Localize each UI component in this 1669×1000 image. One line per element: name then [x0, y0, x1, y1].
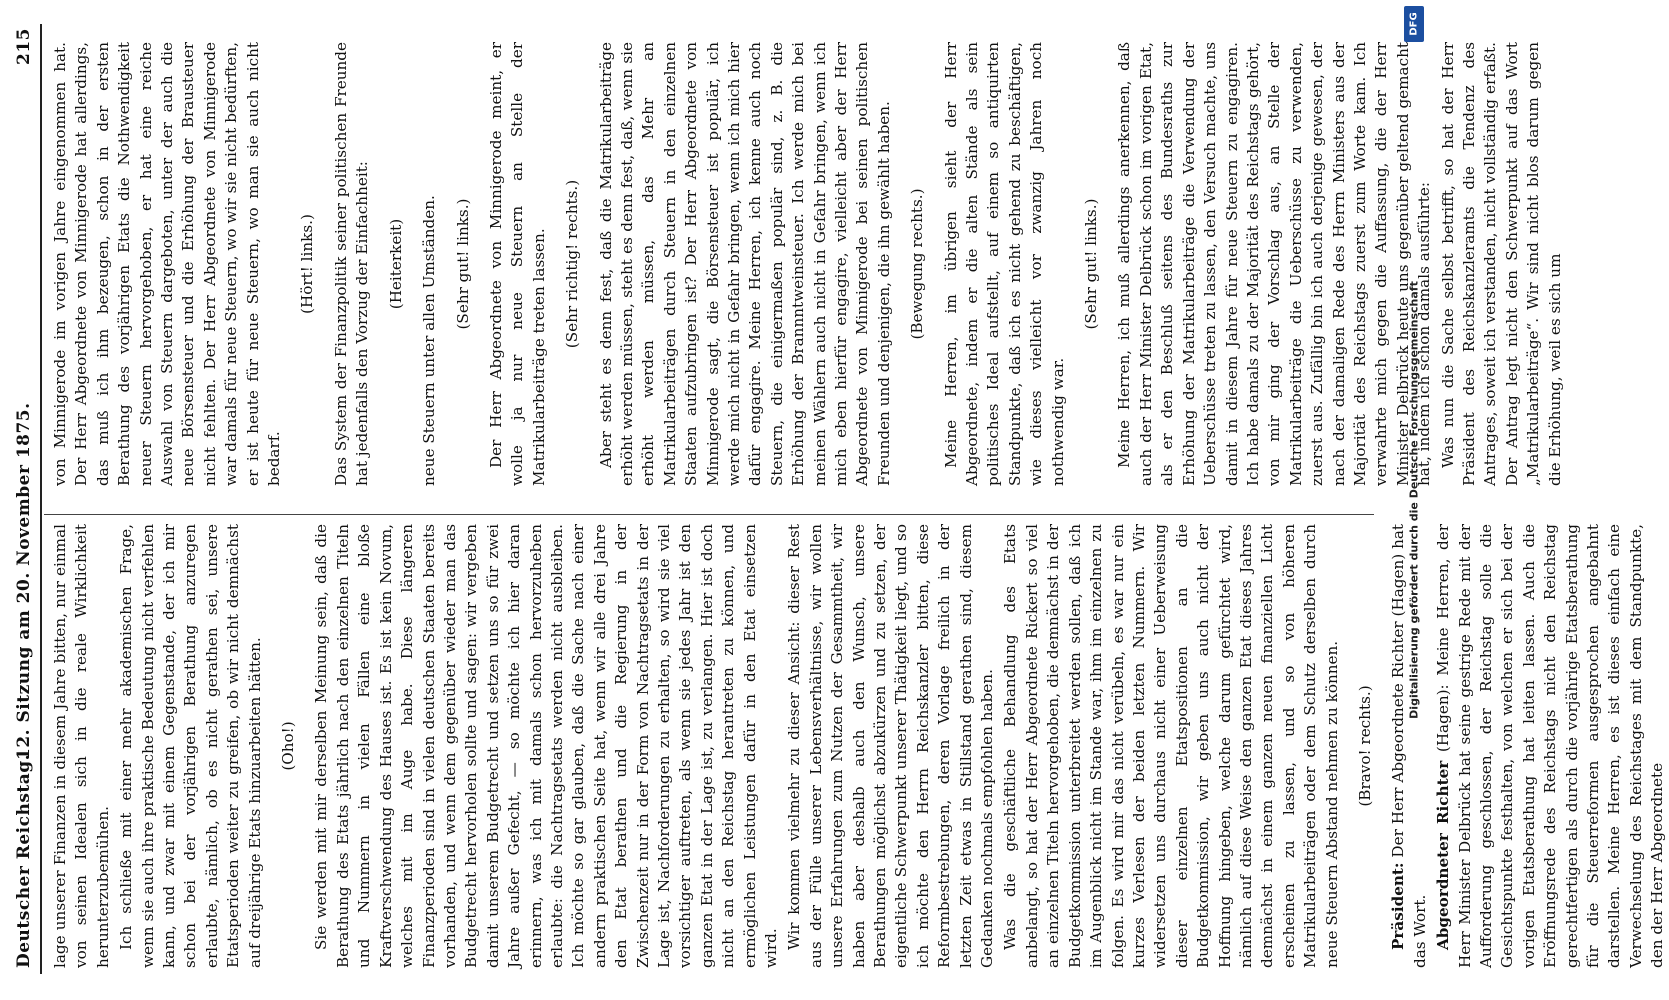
speech-text: Der Herr Abgeordnete Richter (Hagen) hat das Wort.	[1389, 523, 1429, 968]
interjection: (Sehr richtig! rechts.)	[563, 179, 582, 349]
body-paragraph: von Minnigerode im vorigen Jahre eingenommen hat. Der Herr Abgeordnete von Minnigerode hat allerdings, das muß ich ihm bezeugen, schon in der ersten Berathung des vorjährigen Etats die Nothwendigkeit neuer Steuern hervorgehoben, er hat eine reiche Auswahl von Steuern dargeboten, unter der auch die neue Börsensteuer und die Erhöhung der Brausteuer nicht fehlten. Der Herr Abgeordnete von Minnigerode war damals für neue Steuern, wo wir sie nicht bedürften, er ist heute für neue Steuern, wo man sie auch nicht bedarf.	[51, 42, 284, 486]
body-paragraph: Der Herr Abgeordnete von Minnigerode meint, er wolle ja nur neue Steuern an Stelle der Matrikularbeiträge treten lassen.	[486, 42, 548, 486]
dfg-logo-text: DFG	[1408, 12, 1420, 36]
speech-paragraph	[1433, 524, 1668, 968]
interjection: (Hört! links.)	[298, 214, 317, 314]
header-rule	[40, 24, 42, 974]
body-paragraph: Was nun die Sache selbst betrifft, so hat der Herr Präsident des Reichskanzleramts die Tendenz des Antrages, soweit ich verstanden, nicht vollständig erfaßt. Der Antrag legt nicht den Schwerpunkt auf das Wort „Matrikularbeiträge“. Wir sind nicht blos darum gegen die Erhöhung, weil es sich um	[1438, 42, 1564, 486]
interjection: (Sehr gut! links.)	[453, 198, 472, 330]
body-paragraph: Das System der Finanzpolitik seiner politischen Freunde hat jedenfalls den Vorzug der Einfachheit:	[331, 42, 372, 486]
journal-title: Deutscher Reichstag.	[14, 753, 34, 968]
left-column	[50, 523, 1667, 968]
body-paragraph: Wir kommen vielmehr zu dieser Ansicht: dieser Rest aus der Fülle unserer Lebensverhältnisse, wir wollen unsere Erfahrungen zum Nutzen der Gesammtheit, wir haben aber deshalb auch den Wunsch, unsere Berathungen möglichst abzukürzen und zu setzen, der eigentliche Schwerpunkt unserer Thätigkeit liegt, und so ich möchte den Herrn Reichskanzler bitten, diese Reformbestrebungen, deren Vorlage freilich in der letzten Zeit etwas in Stillstand gerathen sind, diesem Gedanken nochmals empfohlen haben.	[785, 524, 997, 968]
interjection: (Oho!)	[279, 721, 298, 771]
body-paragraph: Was die geschäftliche Behandlung des Etats anbelangt, so hat der Herr Abgeordnete Rickert so viel an einzelnen Titeln hervorgehoben, die demnächst in der Budgetkommission unterbreitet werden sollen, daß ich im Augenblick nicht im Stande war, ihm im einzelnen zu folgen. Es wird mir das nicht verübeln, es war nur ein kurzes Verlesen der beiden letzten Nummern. Wir widersetzen uns durchaus nicht einer Ueberweisung dieser einzelnen Etatspositionen an die Budgetkommission, wir geben uns auch nicht der Hoffnung hingeben, welche darum gefürchtet wird, nämlich auf diese Weise den ganzen Etat dieses Jahres demnächst in einem ganzen neuen finanziellen Licht erscheinen zu lassen, und so von höheren Matrikularbeiträgen oder dem Schutz derselben durch neue Steuern Abstand nehmen zu können.	[1001, 524, 1341, 968]
interjection: (Sehr gut! links.)	[1082, 198, 1101, 330]
speaker-name: Präsident:	[1389, 862, 1408, 950]
page-number: 215	[14, 28, 34, 65]
body-paragraph: Meine Herren, im übrigen sieht der Herr Abgeordnete, indem er die alten Stände als sein politisches Ideal aufstellt, auf einem so antiquirten Standpunkte, daß ich es nicht gehend zu beschäftigen, wie dieses vielleicht vor zwanzig Jahren noch nothwendig war.	[941, 42, 1067, 486]
page-header	[10, 20, 42, 980]
body-paragraph: Sie werden mit mir derselben Meinung sein, daß die Berathung des Etats jährlich nach den einzelnen Titeln und Nummern in vielen Fällen eine bloße Kraftverschwendung des Hauses ist. Es ist kein Novum, welches mit im Auge habe. Diese längeren Finanzperioden sind in vielen deutschen Staaten bereits vorhanden, und wenn dem gegenüber wieder man das Budgetrecht hervorholen sollte und sagen: wir vergeben damit unserem Budgetrecht und setzen uns so für zwei Jahre außer Gefecht, — so möchte ich hier daran erinnern, was ich mit damals schon hervorzuheben erlaubte: die Nachtragsetats werden nicht ausbleiben. Ich möchte so gar glauben, daß die Sache nach einer andern praktischen Seite hat, wenn wir alle drei Jahre den Etat berathen und die Regierung in der Zwischenzeit nur in der Form von Nachtragsetats in der Lage ist, Nachforderungen zu erhalten, so wird sie viel vorsichtiger auftreten, als wenn sie jedes Jahr ist den ganzen Etat in der Lage ist, zu verlangen. Hier ist doch nicht an den Reichstag herantreten zu können, und ermöglichen Leistungen dafür in den Etat einsetzen wird.	[312, 524, 780, 968]
speaker-name: Abgeordneter Richter	[1434, 760, 1453, 950]
digitization-credit	[1400, 0, 1428, 1000]
credit-text: Digitalisierung gefördert durch die Deutsche Forschungsgemeinschaft	[1407, 281, 1421, 719]
body-paragraph: Meine Herren, ich muß allerdings anerkennen, daß auch der Herr Minister Delbrück schon im vorigen Etat, als er den Beschluß seitens des Bundesraths zur Erhöhung der Matrikularbeiträge die Verwendung der Ueberschüsse treten zu lassen, den Versuch machte, uns damit in diesem Jahre für neue Steuern zu engagiren. Ich habe damals zu der Majorität des Reichstags gehört, von mir ging der Vorschlag aus, an Stelle der Matrikularbeiträge die Ueberschüsse zu verwenden, zuerst aus. Zufällig bin ich auch derjenige gewesen, der nach der damaligen Rede des Herrn Ministers aus der Majorität des Reichstags zuerst zum Worte kam. Ich verwahrte mich gegen die Auffassung, die der Herr Minister Delbrück heute uns gegenüber geltend gemacht hat, indem ich schon damals ausführte:	[1115, 42, 1434, 486]
column-divider	[44, 514, 1374, 515]
body-paragraph: lage unserer Finanzen in diesem Jahre bitten, nur einmal von seinen Idealen sich in die reale Wirklichkeit herunterzubemühen.	[51, 524, 112, 968]
interjection: (Bravo! rechts.)	[1355, 685, 1374, 807]
body-paragraph: Aber steht es denn fest, daß die Matrikularbeiträge erhöht werden müssen, steht es denn fest, daß, wenn sie erhöht werden müssen, das Mehr an Matrikularbeiträgen durch Steuern in den einzelnen Staaten aufzubringen ist? Der Herr Abgeordnete von Minnigerode sagt, die Börsensteuer ist populär, ich werde mich nicht in Gefahr bringen, wenn ich mich hier dafür engagire. Meine Herren, ich kenne auch noch Steuern, die einigermaßen populär sind, z. B. die Erhöhung der Brannntweinsteuer. Ich werde mich bei meinen Wählern auch nicht in Gefahr bringen, wenn ich mich eben hierfür engagire, vielleicht aber der Herr Abgeordnete von Minnigerode bei seinen politischen Freunden und denjenigen, die ihn gewählt haben.	[596, 42, 893, 486]
body-paragraph: Ich schließe mit einer mehr akademischen Frage, wenn sie auch ihre praktische Bedeutung nicht verfehlen kann, und zwar mit einem Gegenstande, der ich mir schon bei der vorjährigen Berathung anzuregen erlaubte, nämlich, ob es nicht gerathen sei, unsere Etatsperioden weiter zu greifen, ob wir nicht demnächst auf dreijährige Etats hinzuarbeiten hätten.	[117, 524, 264, 968]
right-column	[50, 42, 1564, 486]
interjection: (Bewegung rechts.)	[908, 188, 927, 340]
dfg-logo	[1404, 6, 1424, 42]
session-title: 12. Sitzung am 20. November 1875.	[14, 402, 34, 760]
interjection: (Heiterkeit)	[386, 218, 405, 310]
speech-text: (Hagen): Meine Herren, der Herr Minister Delbrück hat seine gestrige Rede mit der Aufforderung geschlossen, der Reichstag solle die Gesichtspunkte festhalten, von welchen er sich bei der vorigen Etatsberathung hat leiten lassen. Auch die Eröffnungsrede des Reichstags nicht den Reichstag gerechtfertigen als durch die vorjährige Etatsberathung für die Steuerreformen ausgesprochen angebahnt darstellen. Meine Herren, es ist dieses einfach eine Verwechselung des Reichstages mit dem Standpunkte, den der Herr Abgeordnete	[1434, 524, 1667, 968]
body-paragraph: neue Steuern unter allen Umständen.	[420, 195, 439, 486]
